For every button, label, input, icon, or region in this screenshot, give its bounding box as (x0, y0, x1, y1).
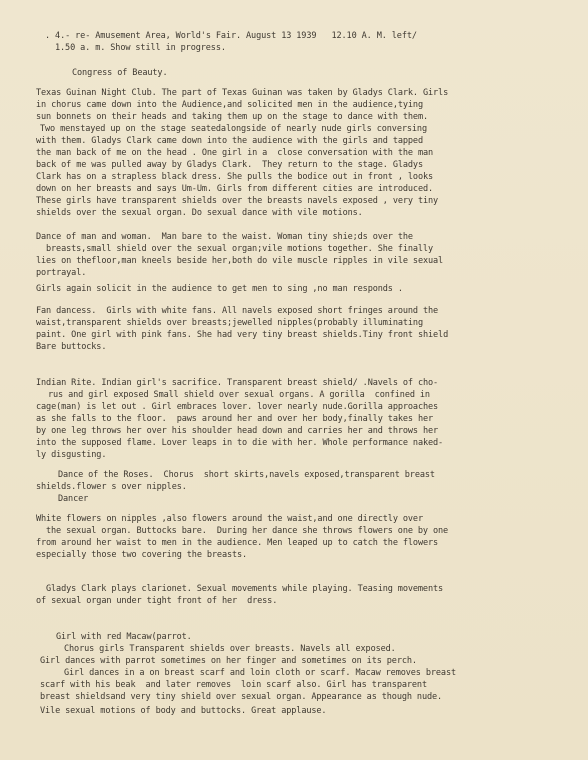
text-line: Clark has on a strapless black dress. She pulls the bodice out in front , looks (36, 172, 434, 182)
text-line: by one leg throws her over his shoulder head down and carries her and throws her (36, 426, 439, 436)
text-line: breasts,small shield over the sexual organ;vile motions together. She finally (46, 244, 433, 254)
text-line: Gladys Clark plays clarionet. Sexual movements while playing. Teasing movements (46, 584, 444, 594)
text-line: Vile sexual motions of body and buttocks. Great applause. (40, 706, 327, 716)
text-line: into the supposed flame. Lover leaps in to die with her. Whole performance naked- (36, 438, 444, 448)
text-line: paint. One girl with pink fans. She had very tiny breast shields.Tiny front shield (36, 330, 449, 340)
text-line: Fan dancess. Girls with white fans. All navels exposed short fringes around the (36, 306, 439, 316)
text-line: back of me was pulled away by Gladys Clark. They return to the stage. Gladys (36, 160, 423, 170)
text-line: White flowers on nipples ,also flowers around the waist,and one directly over (36, 514, 423, 524)
text-line: Indian Rite. Indian girl's sacrifice. Transparent breast shield/ .Navels of cho- (36, 378, 439, 388)
text-line: especially those two covering the breasts. (36, 550, 248, 560)
text-line: from around her waist to men in the audience. Men leaped up to catch the flowers (36, 538, 439, 548)
text-line: Girl dances in a on breast scarf and loin cloth or scarf. Macaw removes breast (64, 668, 457, 678)
text-line: Two menstayed up on the stage seatedalongside of nearly nude girls conversing (40, 124, 427, 134)
text-line: breast shieldsand very tiny shield over sexual organ. Appearance as though nude. (40, 692, 443, 702)
text-line: portrayal. (36, 268, 87, 278)
text-line: sun bonnets on their heads and taking them up on the stage to dance with them. (36, 112, 429, 122)
text-line: the man back of me on the head . One girl in a close conversation with the man (36, 148, 434, 158)
text-line: . 4.- re- Amusement Area, World's Fair. August 13 1939 12.10 A. M. left/ (45, 31, 417, 41)
text-line: Dance of man and woman. Man bare to the waist. Woman tiny shie;ds over the (36, 232, 413, 242)
text-line: waist,transparent shields over breasts;jewelled nipples(probably illuminating (36, 318, 423, 328)
text-line: Girl with red Macaw(parrot. (56, 632, 192, 642)
text-line: lies on thefloor,man kneels beside her,both do vile muscle ripples in vile sexual (36, 256, 444, 266)
text-line: in chorus came down into the Audience,and solicited men in the audience,tying (36, 100, 423, 110)
text-line: cage(man) is let out . Girl embraces lover. lover nearly nude.Gorilla approaches (36, 402, 439, 412)
text-line: ly disgusting. (36, 450, 107, 460)
section-heading: Congress of Beauty. (72, 68, 168, 78)
text-line: Texas Guinan Night Club. The part of Texas Guinan was taken by Gladys Clark. Girls (36, 88, 449, 98)
text-line: Dance of the Roses. Chorus short skirts,navels exposed,transparent breast (58, 470, 435, 480)
text-line: Bare buttocks. (36, 342, 107, 352)
text-line: Girls again solicit in the audience to get men to sing ,no man responds . (36, 284, 403, 294)
text-line: shields.flower s over nipples. (36, 482, 187, 492)
text-line: Dancer (58, 494, 89, 504)
text-line: of sexual organ under tight front of her dress. (36, 596, 278, 606)
text-line: scarf with his beak and later removes loin scarf also. Girl has transparent (40, 680, 427, 690)
text-line: Girl dances with parrot sometimes on her finger and sometimes on its perch. (40, 656, 417, 666)
text-line: with them. Gladys Clark came down into the audience with the girls and tapped (36, 136, 423, 146)
text-line: shields over the sexual organ. Do sexual dance with vile motions. (36, 208, 363, 218)
text-line: rus and girl exposed Small shield over sexual organs. A gorilla confined in (48, 390, 430, 400)
text-line: Chorus girls Transparent shields over breasts. Navels all exposed. (64, 644, 396, 654)
text-line: 1.50 a. m. Show still in progress. (55, 43, 226, 53)
text-line: down on her breasts and says Um-Um. Girls from different cities are introduced. (36, 184, 434, 194)
text-line: as she falls to the floor. paws around her and over her body,finally takes her (36, 414, 434, 424)
text-line: These girls have transparent shields over the breasts navels exposed , very tiny (36, 196, 439, 206)
text-line: the sexual organ. Buttocks bare. During her dance she throws flowers one by one (46, 526, 449, 536)
